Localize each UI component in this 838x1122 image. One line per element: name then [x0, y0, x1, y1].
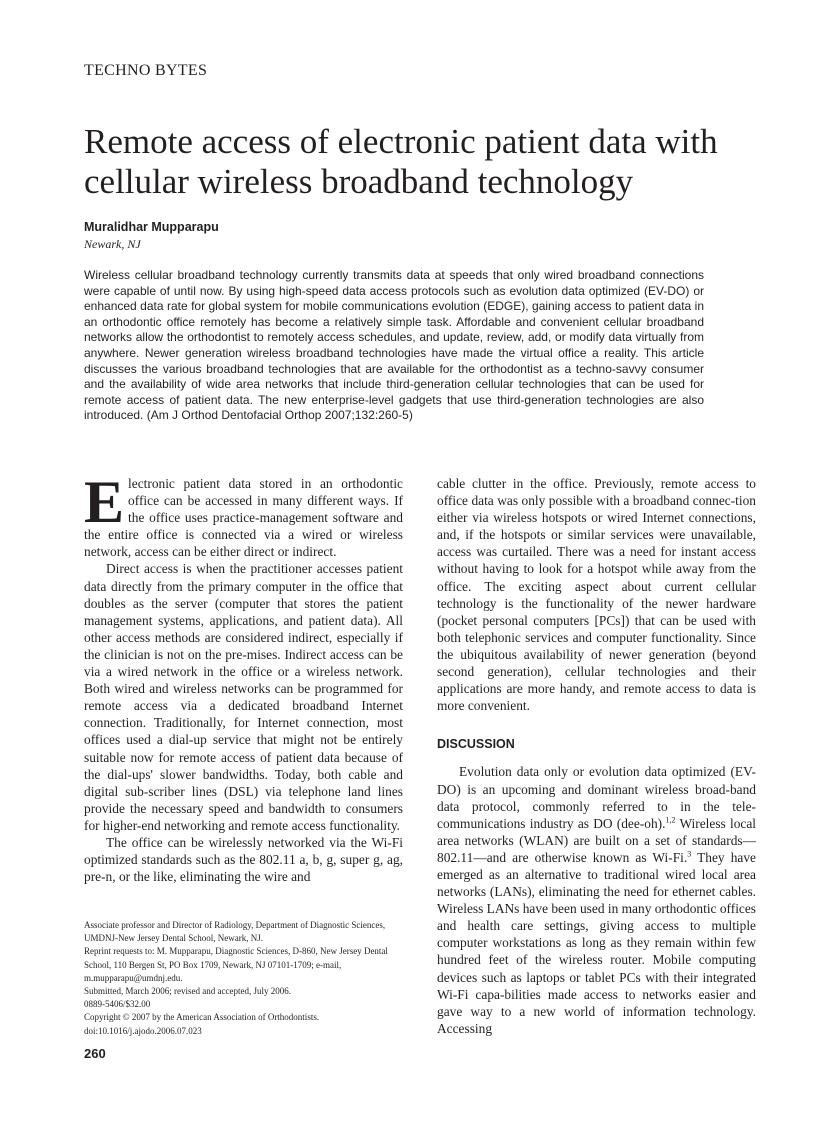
footnote-issn: 0889-5406/$32.00 — [84, 999, 151, 1010]
paragraph-wifi: The office can be wirelessly networked via the Wi-Fi optimized standards such as the 802.11 a, b, g, super g, ag, pre-n, or the like, eliminating the wire and — [84, 834, 403, 885]
article-title: Remote access of electronic patient data with cellular wireless broadband technology — [84, 122, 718, 201]
page-number: 260 — [84, 1046, 106, 1061]
paragraph-intro — [84, 469, 403, 560]
footnote-affiliation: Associate professor and Director of Radiology, Department of Diagnostic Sciences, UMDNJ-New Jersey Dental School, Newark, NJ. — [84, 920, 386, 944]
drop-cap: E — [84, 469, 125, 535]
citation-3: 3 — [687, 849, 692, 859]
paragraph-evdo-text-2: Wireless local area networks (WLAN) are built on a set of standards—802.11—and are otherwise known as Wi-Fi. — [437, 815, 756, 865]
citation-1-2: 1,2 — [665, 815, 676, 825]
paragraph-evdo-text-3: They have emerged as an alternative to traditional wired local area networks (LANs), eliminating the need for ethernet cables. Wireless LANs have been used in many orthodontic offices and health care settings, giving access to multiple computer workstations as long as they remain within few hundred feet of the wireless router. Mobile computing devices such as laptops or tablet PCs with their integrated Wi-Fi capa-bilities made access to networks easier and gave way to a new world of information technology. Accessing — [437, 849, 757, 1036]
paragraph-cable-clutter: cable clutter in the office. Previously, remote access to office data was only possible with a broadband connec-tion either via wireless hotspots or wired Internet connections, and, if the hotspots or similar services were unavailable, access was curtailed. There was a need for instant access without having to look for a hotspot while away from the office. The exciting aspect about current cellular technology is the functionality of the newer hardware (pocket personal computers [PCs]) that can be used with both telephonic services and computer functionality. Since the ubiquitous availability of newer generation (beyond second generation), cellular technologies and their applications are more handy, and remote access to data is more convenient. — [437, 476, 756, 714]
author-location: Newark, NJ — [84, 237, 141, 251]
paragraph-intro-text: lectronic patient data stored in an orthodontic office can be accessed in many different ways. If the office uses practice-management software and the entire office is connected via a wired or wireless network, access can be either direct or indirect. — [84, 476, 403, 560]
section-heading-discussion: DISCUSSION — [437, 737, 515, 752]
section-label: TECHNO BYTES — [84, 62, 208, 79]
paragraph-direct-access: Direct access is when the practitioner accesses patient data directly from the primary computer in the office that doubles as the server (computer that stores the patient management systems, applications, and patient data). All other access methods are considered indirect, especially if the clinician is not on the pre-mises. Indirect access can be via a wired network in the office or a wireless network. Both wired and wireless networks can be programmed for remote access via a dedicated broadband Internet connection. Traditionally, for Internet connection, most offices used a dial-up service that might not be entirely suitable now for remote access of patient data because of the dial-ups' slower bandwidths. Today, both cable and digital sub-scriber lines (DSL) via telephone land lines provide the necessary speed and bandwidth to consumers for higher-end networking and remote access functionality. — [84, 561, 403, 833]
footnote-reprints: Reprint requests to: M. Mupparapu, Diagnostic Sciences, D-860, New Jersey Dental School, 110 Bergen St, PO Box 1709, Newark, NJ 07101-1709; e-mail, m.mupparapu@umdnj.edu. — [84, 946, 388, 983]
footnote-copyright: Copyright © 2007 by the American Association of Orthodontists. — [84, 1012, 320, 1023]
footnote — [84, 919, 404, 1038]
author-name: Muralidhar Mupparapu — [84, 220, 219, 234]
body-column-right — [437, 475, 756, 1037]
footnote-submitted: Submitted, March 2006; revised and accepted, July 2006. — [84, 986, 291, 997]
paragraph-evdo-text-1: Evolution data only or evolution data optimized (EV-DO) is an upcoming and dominant wireless broad-band data protocol, commonly referred to in the tele-communications industry as DO (dee-oh). — [437, 764, 756, 831]
footnote-doi: doi:10.1016/j.ajodo.2006.07.023 — [84, 1025, 202, 1036]
body-column-left — [84, 469, 403, 885]
paragraph-evdo — [437, 763, 756, 1037]
abstract: Wireless cellular broadband technology currently transmits data at speeds that only wired broadband connections were capable of until now. By using high-speed data access protocols such as evolution data optimized (EV-DO) or enhanced data rate for global system for mobile communications evolution (EDGE), gaining access to patient data in an orthodontic office remotely has become a relatively simple task. Affordable and convenient cellular broadband networks allow the orthodontist to remotely access schedules, and update, review, add, or modify data virtually from anywhere. Newer generation wireless broadband technologies have made the virtual office a reality. This article discusses the various broadband technologies that are available for the orthodontist as a techno-savvy consumer and the availability of wide area networks that include third-generation cellular technologies that can be used for remote access of patient data. The new enterprise-level gadgets that use third-generation technologies are also introduced. (Am J Orthod Dentofacial Orthop 2007;132:260-5) — [84, 268, 704, 423]
